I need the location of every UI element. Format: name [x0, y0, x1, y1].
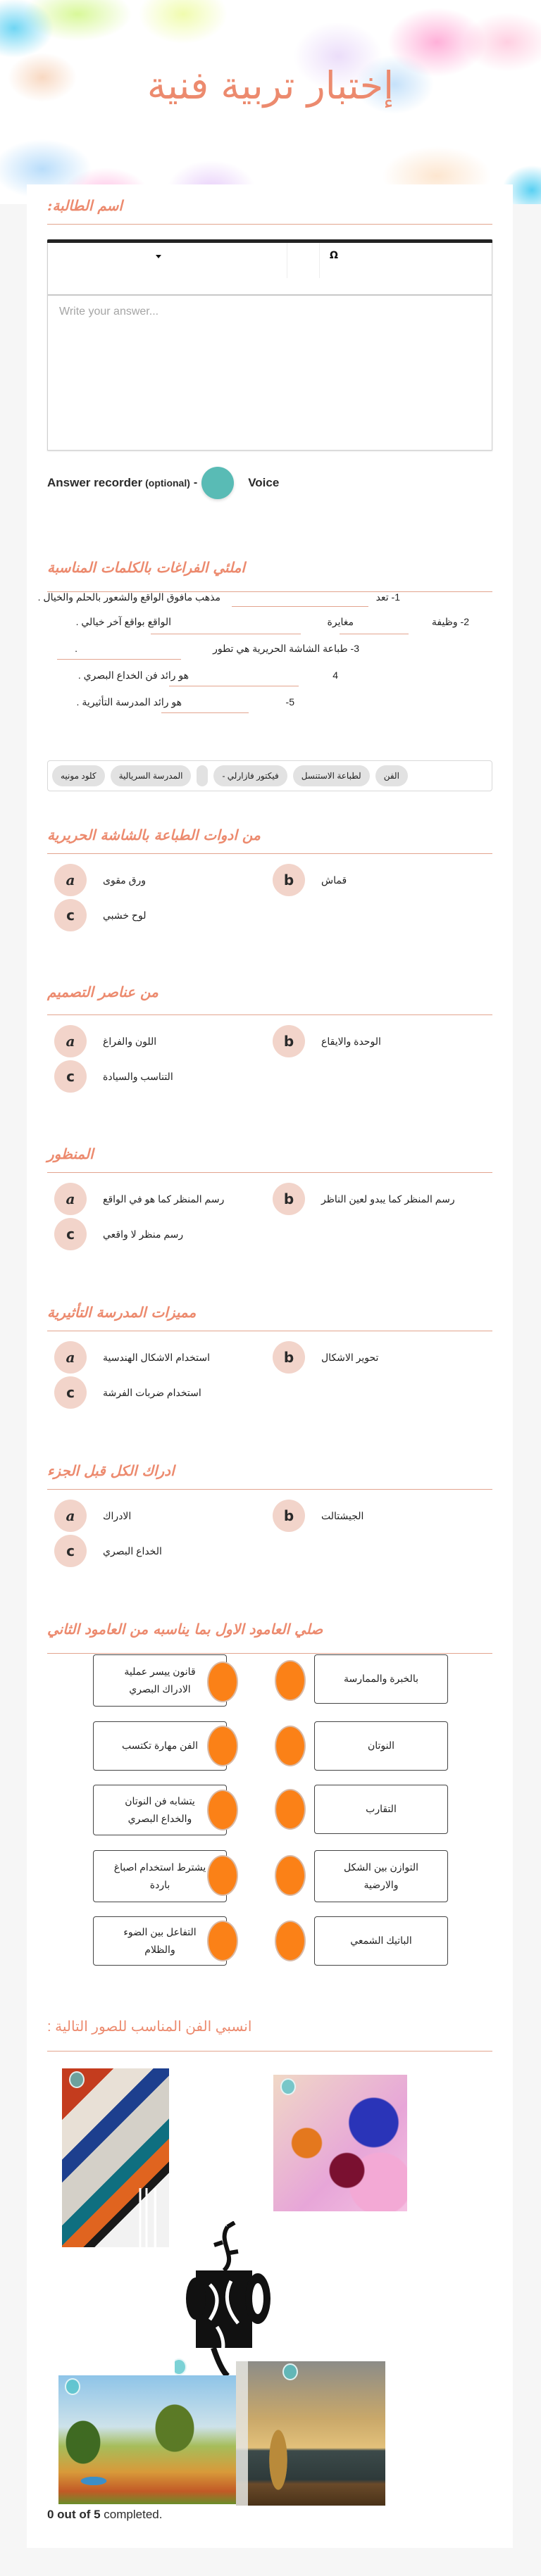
divider: [47, 224, 492, 225]
word-chip[interactable]: كلود مونيه: [52, 765, 105, 786]
question-image-match: [47, 2018, 492, 2052]
divider: [47, 1489, 492, 1490]
option-b[interactable]: b قماش: [273, 864, 347, 896]
match-right-4: التوازن بين الشكل والارضية: [314, 1850, 448, 1902]
question-title: اسم الطالبة:: [47, 197, 123, 214]
divider: [47, 1172, 492, 1173]
caret-down-icon: [156, 255, 161, 258]
match-left-2: الفن مهارة تكتسب: [93, 1721, 227, 1771]
format-dropdown[interactable]: [48, 243, 287, 278]
options: [47, 864, 492, 934]
question-mcq-3: [47, 1145, 492, 1253]
image-hotspot[interactable]: [69, 2071, 85, 2088]
option-b[interactable]: b الوحدة والايقاع: [273, 1025, 381, 1057]
match-right-1: بالخبرة والممارسة: [314, 1654, 448, 1704]
recorder-dash: -: [193, 477, 198, 489]
match-right-2: النوتان: [314, 1721, 448, 1771]
match-connector-right-5[interactable]: [275, 1921, 306, 1961]
word-chip-empty[interactable]: [197, 765, 208, 786]
progress-status: [47, 2508, 162, 2522]
image-hotspot[interactable]: [282, 2363, 298, 2380]
blank-input[interactable]: [151, 619, 301, 634]
blank-input[interactable]: [232, 591, 368, 607]
divider: [47, 853, 492, 854]
fill-line-5: 5- هو رائد المدرسة التأثيرية .: [27, 696, 513, 717]
match-connector-right-1[interactable]: [275, 1660, 306, 1701]
image-hotspot[interactable]: [65, 2378, 80, 2395]
question-title: ادراك الكل قبل الجزء: [47, 1462, 175, 1479]
option-b[interactable]: b الجيشتالت: [273, 1500, 363, 1532]
question-mcq-1: [47, 827, 492, 934]
image-hotspot[interactable]: [280, 2078, 296, 2095]
progress-suffix: completed.: [104, 2508, 163, 2521]
option-c[interactable]: c لوح خشبي: [54, 899, 146, 931]
answer-recorder: [47, 466, 279, 500]
special-characters-icon[interactable]: Ω: [330, 250, 338, 261]
option-c[interactable]: c التناسب والسيادة: [54, 1060, 173, 1093]
header-banner: [0, 0, 541, 204]
option-a[interactable]: a الادراك: [54, 1500, 131, 1532]
voice-label: Voice: [248, 476, 280, 489]
question-matching: [47, 1621, 492, 1654]
answer-input[interactable]: [48, 296, 492, 446]
word-bank: [47, 760, 492, 791]
word-chip[interactable]: الفن: [375, 765, 408, 786]
match-connector-right-3[interactable]: [275, 1789, 306, 1830]
progress-count: 0 out of 5: [47, 2508, 101, 2521]
question-fill-blanks: [47, 559, 492, 592]
match-right-3: التقارب: [314, 1785, 448, 1834]
options: [47, 1500, 492, 1570]
fill-line-2: 2- وظيفة مغايرة الواقع بواقع آخر خيالي .: [27, 616, 513, 637]
recorder-label: Answer recorder: [47, 476, 143, 489]
option-c[interactable]: c الخداع البصري: [54, 1535, 162, 1567]
record-voice-button[interactable]: [201, 467, 234, 499]
match-connector-left-3[interactable]: [207, 1790, 238, 1830]
match-connector-left-1[interactable]: [207, 1661, 238, 1702]
fill-line-1: 1- تعد مذهب مافوق الواقع والشعور بالحلم والخيال .: [27, 591, 513, 612]
question-title: المنظور: [47, 1145, 94, 1162]
word-chip[interactable]: المدرسة السريالية: [111, 765, 192, 786]
image-abstract-face: [273, 2075, 407, 2211]
question-title: مميزات المدرسة التأثيرية: [47, 1304, 197, 1321]
image-butterfly-stencil: [175, 2221, 280, 2380]
question-title: انسبي الفن المناسب للصور التالية :: [47, 2019, 252, 2035]
divider: [47, 1014, 492, 1015]
option-a[interactable]: a رسم المنظر كما هو في الواقع: [54, 1183, 224, 1215]
toolbar-button[interactable]: [287, 243, 320, 278]
match-connector-left-5[interactable]: [207, 1921, 238, 1961]
butterfly-stencil-icon: [175, 2221, 280, 2380]
options: [47, 1341, 492, 1412]
match-left-1: قانون ييسر عملية الادراك البصري: [93, 1654, 227, 1707]
question-title: من ادوات الطباعة بالشاشة الحريرية: [47, 827, 261, 843]
question-title: من عناصر التصميم: [47, 984, 158, 1000]
editor-toolbar: [48, 243, 492, 296]
fill-line-3: 3- طباعة الشاشة الحريرية هي تطور .: [27, 643, 513, 664]
question-mcq-2: [47, 984, 492, 1095]
option-a[interactable]: a اللون والفراغ: [54, 1025, 156, 1057]
option-a[interactable]: a استخدام الاشكال الهندسية: [54, 1341, 210, 1374]
quiz-card: [27, 184, 513, 2548]
image-flower-field: [58, 2375, 236, 2504]
page-title: إختبار تربية فنية: [147, 63, 394, 108]
word-chip[interactable]: لطباعة الاستنسل: [293, 765, 370, 786]
options: [47, 1183, 492, 1253]
recorder-optional: (optional): [145, 477, 190, 489]
option-c[interactable]: c استخدام ضربات الفرشة: [54, 1376, 201, 1409]
word-chip[interactable]: فيكتور فازارلي -: [213, 765, 287, 786]
match-left-3: يتشابه فن النوتان والخداع البصري: [93, 1785, 227, 1835]
question-title: صلي العامود الاول بما يناسبه من العامود الثاني: [47, 1621, 323, 1638]
option-c[interactable]: c رسم منظر لا واقعي: [54, 1218, 183, 1250]
divider: [47, 1653, 492, 1654]
option-b[interactable]: b تحوير الاشكال: [273, 1341, 378, 1374]
option-b[interactable]: b رسم المنظر كما يبدو لعين الناظر: [273, 1183, 455, 1215]
question-mcq-4: [47, 1304, 492, 1412]
image-cubist-music: [62, 2068, 169, 2247]
match-connector-left-4[interactable]: [207, 1855, 238, 1896]
image-candle-seascape: [236, 2361, 385, 2506]
question-mcq-5: [47, 1462, 492, 1570]
match-connector-right-2[interactable]: [275, 1726, 306, 1766]
match-left-4: يشترط استخدام اصباغ باردة: [93, 1850, 227, 1902]
match-left-5: التفاعل بين الضوء والظلام: [93, 1916, 227, 1966]
match-right-5: الباتيك الشمعي: [314, 1916, 448, 1966]
match-connector-right-4[interactable]: [275, 1855, 306, 1896]
divider: [47, 2051, 492, 2052]
fill-line-4: 4 هو رائد فن الخداع البصري .: [27, 670, 513, 691]
question-student-name: [47, 197, 492, 225]
rich-text-editor: [47, 239, 492, 451]
option-a[interactable]: a ورق مقوى: [54, 864, 146, 896]
question-title: املئي الفراغات بالكلمات المناسبة: [47, 559, 245, 576]
options: [47, 1025, 492, 1095]
match-connector-left-2[interactable]: [207, 1726, 238, 1766]
